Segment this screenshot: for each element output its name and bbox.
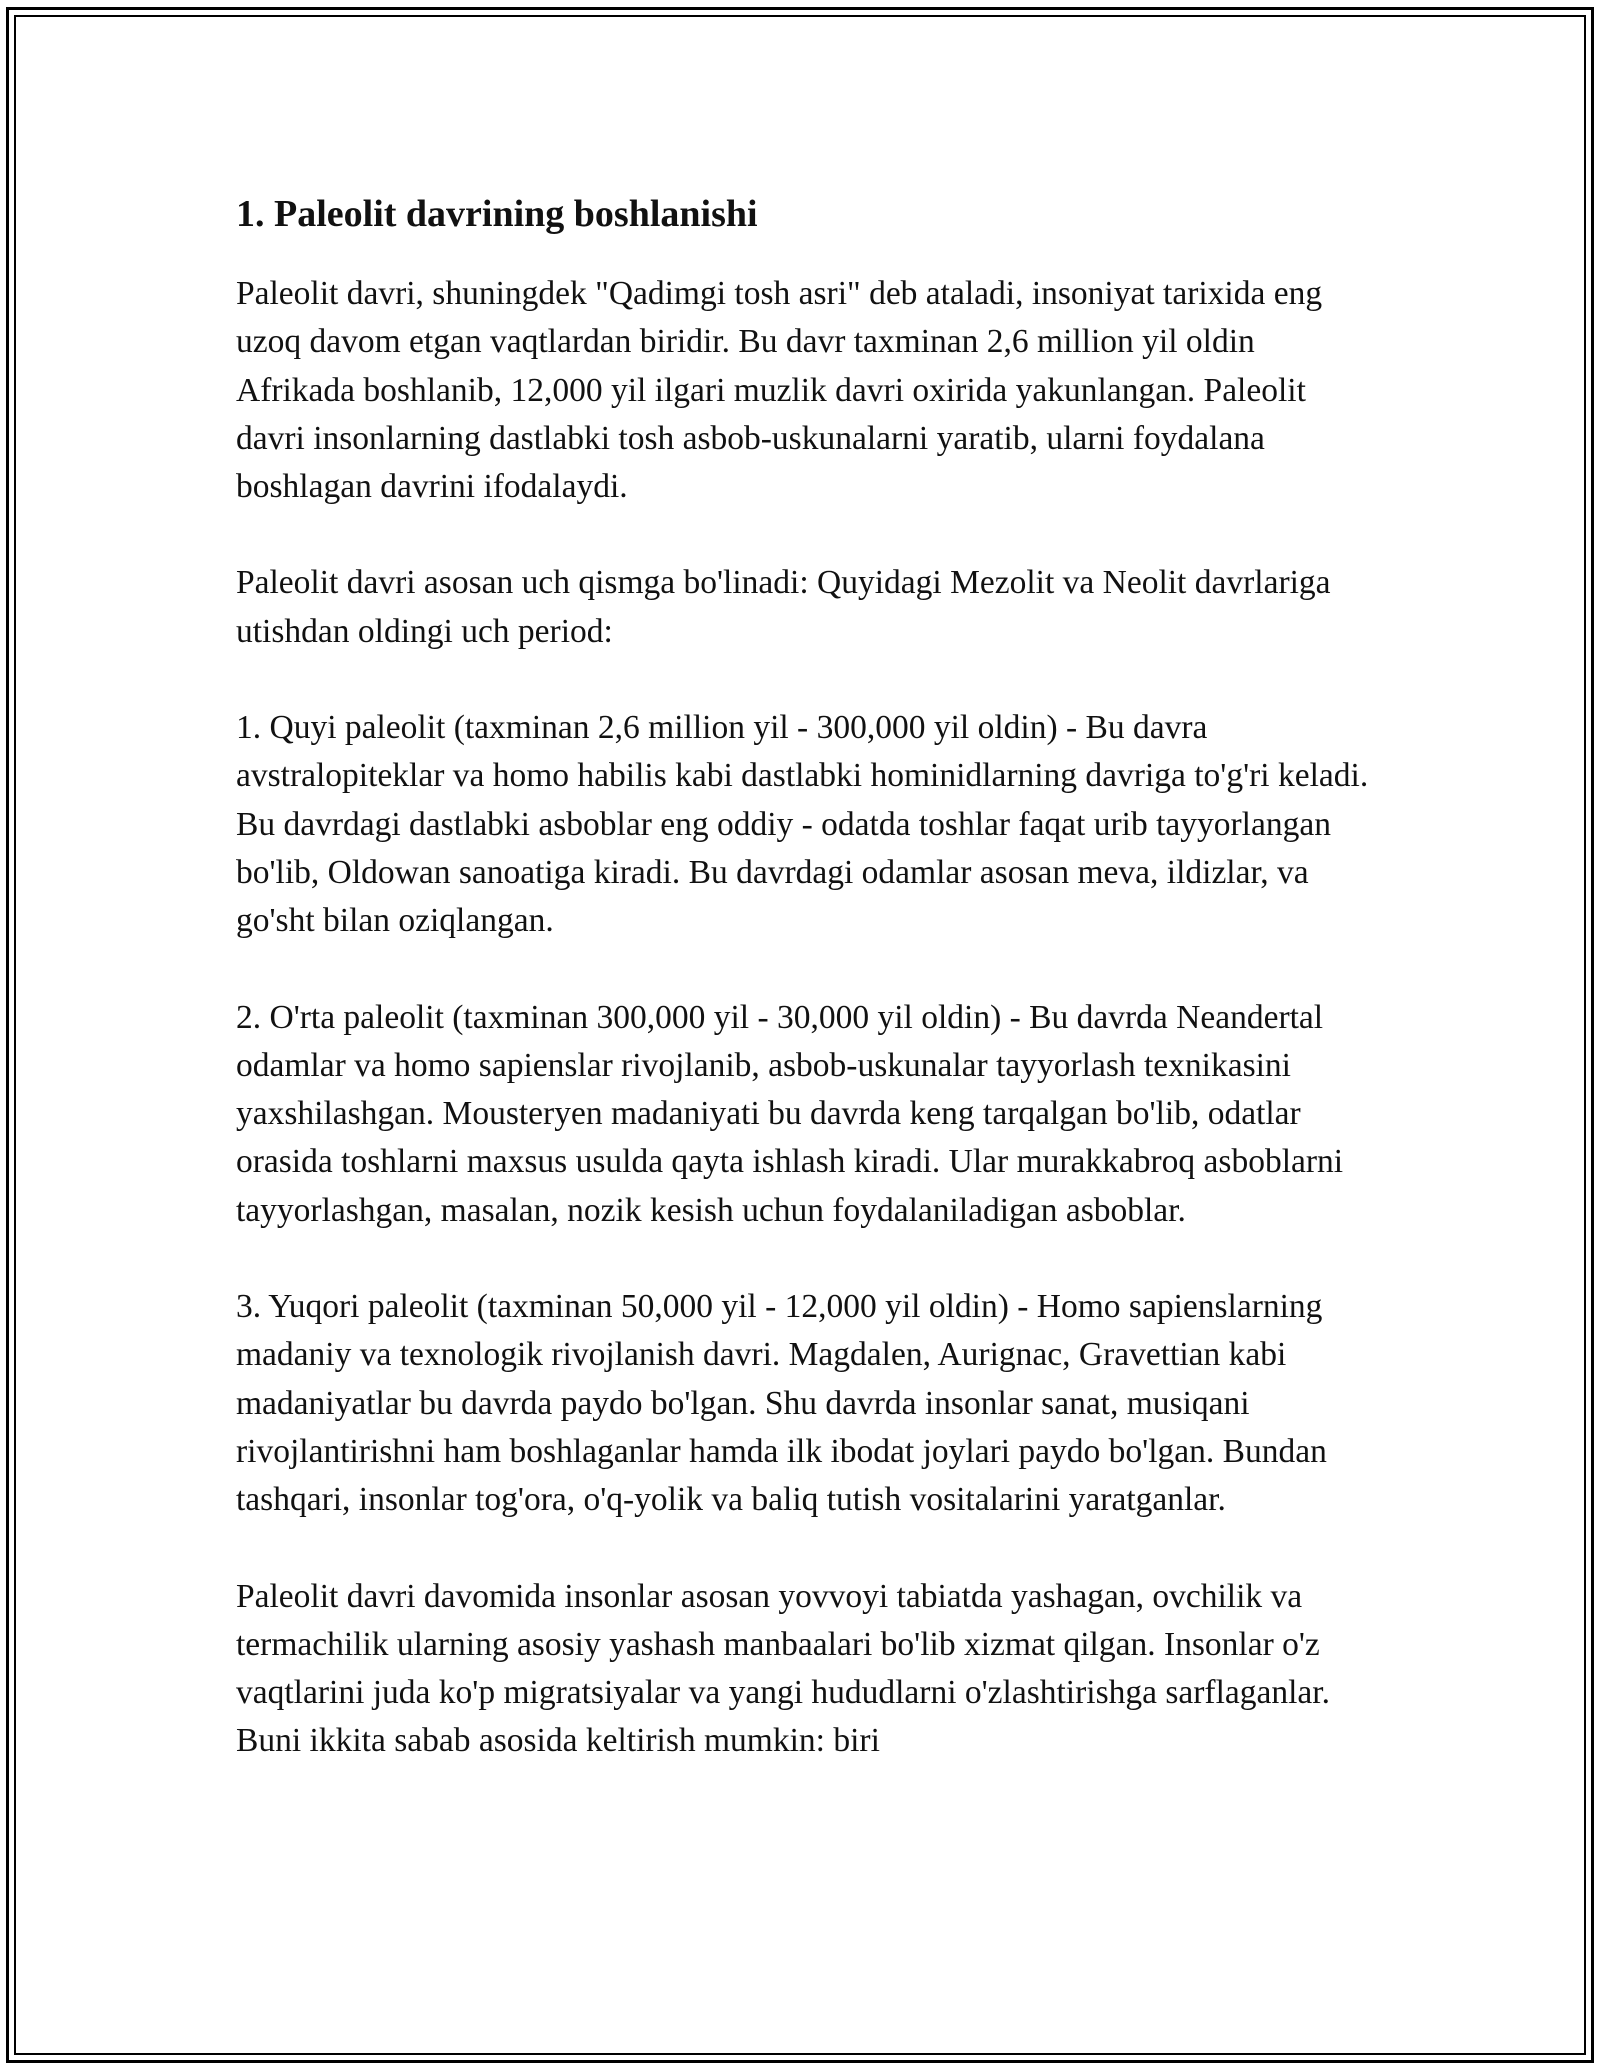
upper-paleolithic-paragraph: 3. Yuqori paleolit (taxminan 50,000 yil - 12,000 yil oldin) - Homo sapienslarning madaniy va texnologik rivojlanish davri. Magdalen, Aurignac, Gravettian kabi madaniyatlar bu davrda paydo bo'lgan. Shu davrda insonlar sanat, musiqani rivojlantirishni ham boshlaganlar hamda ilk ibodat joylari paydo bo'lgan. Bundan tashqari, insonlar tog'ora, o'q-yolik va baliq tutish vositalarini yaratganlar. <box>236 1288 1327 1519</box>
intro-paragraph: Paleolit davri, shuningdek "Qadimgi tosh asri" deb ataladi, insoniyat tarixida eng uzoq davom etgan vaqtlardan biridir. Bu davr taxminan 2,6 million yil oldin Afrikada boshlanib, 12,000 yil ilgari muzlik davri oxirida yakunlangan. Paleolit davri insonlarning dastlabki tosh asbob-uskunalarni yaratib, ularni foydalana boshlagan davrini ifodalaydi. <box>236 275 1323 506</box>
lower-paleolithic-paragraph: 1. Quyi paleolit (taxminan 2,6 million yil - 300,000 yil oldin) - Bu davra avstralopiteklar va homo habilis kabi dastlabki hominidlarning davriga to'g'ri keladi. Bu davrdagi dastlabki asboblar eng oddiy - odatda toshlar faqat urib tayyorlangan bo'lib, Oldowan sanoatiga kiradi. Bu davrdagi odamlar asosan meva, ildizlar, va go'sht bilan oziqlangan. <box>236 709 1369 940</box>
document-body <box>236 188 1376 1814</box>
lifestyle-paragraph: Paleolit davri davomida insonlar asosan yovvoyi tabiatda yashagan, ovchilik va termachilik ularning asosiy yashash manbaalari bo'lib xizmat qilgan. Insonlar o'z vaqtlarini juda ko'p migratsiyalar va yangi hududlarni o'zlashtirishga sarflaganlar. Buni ikkita sabab asosida keltirish mumkin: biri <box>236 1577 1330 1760</box>
middle-paleolithic-paragraph: 2. O'rta paleolit (taxminan 300,000 yil - 30,000 yil oldin) - Bu davrda Neandertal odamlar va homo sapienslar rivojlanib, asbob-uskunalar tayyorlash texnikasini yaxshilashgan. Mousteryen madaniyati bu davrda keng tarqalgan bo'lib, odatlar orasida toshlarni maxsus usulda qayta ishlash kiradi. Ular murakkabroq asboblarni tayyorlashgan, masalan, nozik kesish uchun foydalaniladigan asboblar. <box>236 998 1344 1229</box>
periods-overview-paragraph: Paleolit davri asosan uch qismga bo'linadi: Quyidagi Mezolit va Neolit davrlariga utishdan oldingi uch period: <box>236 564 1331 650</box>
document-heading: 1. Paleolit davrining boshlanishi <box>236 193 758 235</box>
